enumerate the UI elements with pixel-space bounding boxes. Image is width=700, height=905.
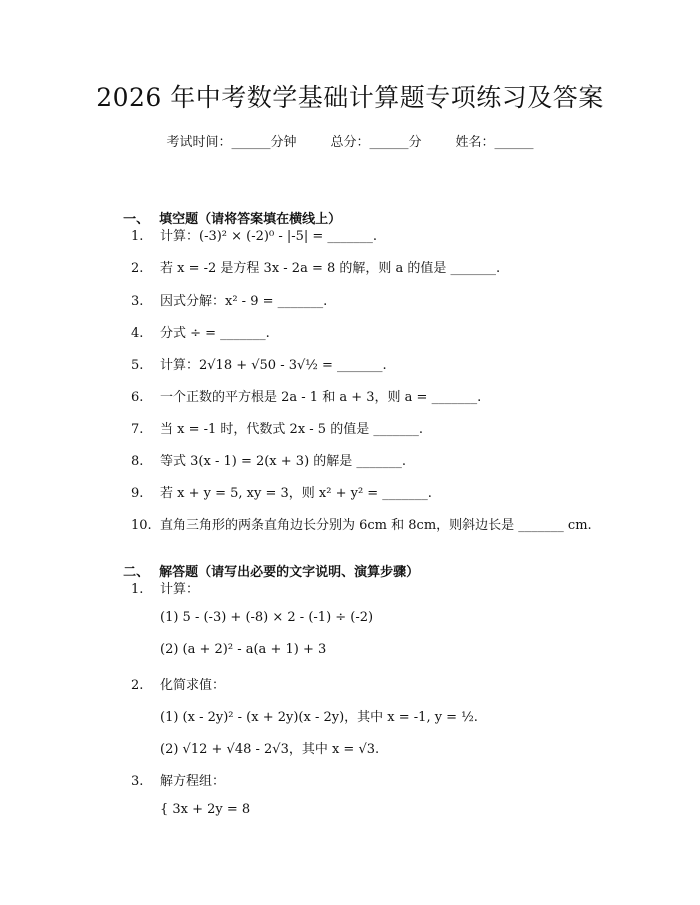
- list-item: 6. 一个正数的平方根是 2a - 1 和 a + 3，则 a = _______.: [131, 390, 482, 405]
- list-item: 7. 当 x = -1 时，代数式 2x - 5 的值是 _______.: [131, 422, 423, 437]
- list-item: 9. 若 x + y = 5, xy = 3，则 x² + y² = _______.: [131, 486, 432, 501]
- time-label: 考试时间：: [166, 135, 232, 150]
- section-heading-solve: 二、 解答题（请写出必要的文字说明、演算步骤）: [123, 565, 420, 580]
- section-heading-fill-blank: 一、 填空题（请将答案填在横线上）: [123, 212, 342, 227]
- list-item: 2. 若 x = -2 是方程 3x - 2a = 8 的解，则 a 的值是 _______.: [131, 261, 501, 276]
- score-blank: ______: [369, 135, 409, 150]
- exam-info: [0, 131, 700, 150]
- list-item: 10. 直角三角形的两条直角边长分别为 6cm 和 8cm，则斜边长是 _______ cm.: [131, 518, 592, 533]
- name-label: 姓名：: [455, 135, 495, 150]
- list-item: 8. 等式 3(x - 1) = 2(x + 3) 的解是 _______.: [131, 454, 407, 469]
- list-item: 5. 计算：2√18 + √50 - 3√½ = _______.: [131, 358, 387, 373]
- sub-item: (1) 5 - (-3) + (-8) × 2 - (-1) ÷ (-2): [160, 610, 374, 625]
- time-unit: 分钟: [270, 135, 297, 150]
- score-label: 总分：: [330, 135, 370, 150]
- time-blank: ______: [231, 135, 271, 150]
- list-item: 4. 分式 ÷ = _______.: [131, 326, 270, 341]
- name-blank: ______: [494, 135, 534, 150]
- equation-line: { 3x + 2y = 8: [160, 802, 251, 817]
- score-unit: 分: [408, 135, 422, 150]
- list-item: 1. 计算：(-3)² × (-2)⁰ - |-5| = _______.: [131, 229, 378, 244]
- list-item: 3. 解方程组：: [131, 774, 226, 789]
- list-item: 1. 计算：: [131, 582, 200, 597]
- page-title: 2026 年中考数学基础计算题专项练习及答案: [96, 83, 604, 112]
- sub-item: (1) (x - 2y)² - (x + 2y)(x - 2y)，其中 x = -1, y = ½.: [160, 710, 478, 725]
- list-item: 2. 化简求值：: [131, 678, 226, 693]
- list-item: 3. 因式分解：x² - 9 = _______.: [131, 294, 328, 309]
- sub-item: (2) (a + 2)² - a(a + 1) + 3: [160, 642, 327, 657]
- sub-item: (2) √12 + √48 - 2√3，其中 x = √3.: [160, 742, 380, 757]
